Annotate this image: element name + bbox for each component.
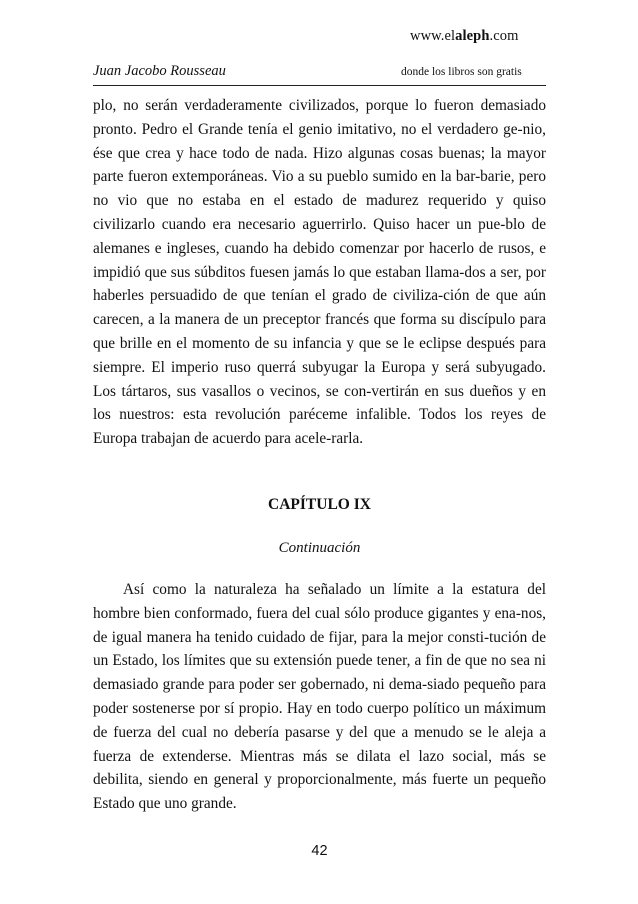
body-paragraph-1: plo, no serán verdaderamente civilizados, porque lo fueron demasiado pronto. Pedro el Grande tenía el genio imitativo, no el verdadero ge-nio, ése que crea y hace todo de nada. Hizo algunas cosas buenas; la mayor parte fueron extemporáneas. Vio a su pueblo sumido en la bar-barie, pero no vio que no estaba en el estado de madurez requerido y quiso civilizarlo cuando era necesario aguerrirlo. Quiso hacer un pue-blo de alemanes e ingleses, cuando ha debido comenzar por hacerlo de rusos, e impidió que sus súbditos fuesen jamás lo que estaban llama-dos a ser, por haberles persuadido de que tenían el grado de civiliza-ción de que aún carecen, a la manera de un preceptor francés que forma su discípulo para que brille en el momento de su infancia y que se le eclipse después para siempre. El imperio ruso querrá subyugar la Europa y será subyugado. Los tártaros, sus vasallos o vecinos, se con-vertirán en sus dueños y en los nuestros: esta revolución paréceme infalible. Todos los reyes de Europa trabajan de acuerdo para acele-rarla. [93,97,546,448]
site-url-prefix: www.el [410,28,456,44]
site-url-brand: aleph [455,28,490,44]
chapter-title: CAPÍTULO IX [268,496,371,513]
site-url-suffix: .com [489,28,519,44]
site-url [410,28,519,45]
running-header-author: Juan Jacobo Rousseau [93,63,226,79]
page-number: 42 [311,843,328,859]
header-divider [93,85,546,86]
chapter-subtitle: Continuación [278,540,361,556]
body-paragraph-2: Así como la naturaleza ha señalado un límite a la estatura del hombre bien conformado, fuera del cual sólo produce gigantes y ena-nos, de igual manera ha tenido cuidado de fijar, para la mejor consti-tución de un Estado, los límites que su extensión puede tener, a fin de que no sea ni demasiado grande para poder ser gobernado, ni dema-siado pequeño para poder sostenerse por sí propio. Hay en todo cuerpo político un máximum de fuerza del cual no debería pasarse y del que a menudo se le aleja a fuerza de extenderse. Mientras más se dilata el lazo social, más se debilita, siendo en general y proporcionalmente, más fuerte un pequeño Estado que uno grande. [93,581,546,813]
running-header-tagline: donde los libros son gratis [401,66,522,78]
